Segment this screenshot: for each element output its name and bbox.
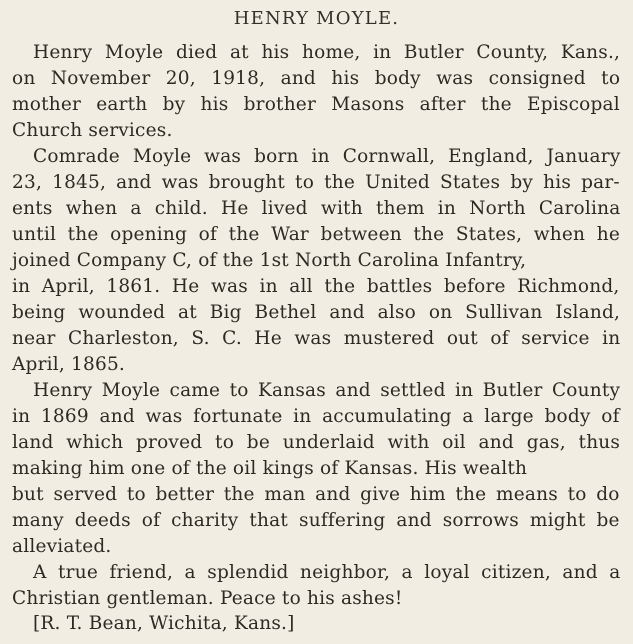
text-line: Henry Moyle died at his home, in Butler County, Kans., xyxy=(33,42,621,63)
text-line: in April, 1861. He was in all the battles before Richmond, xyxy=(12,276,620,297)
text-line: Christian gentleman. Peace to his ashes! xyxy=(12,588,403,609)
text-line: joined Company C, of the 1st North Carolina Infantry, xyxy=(12,250,527,271)
text-line: near Charleston, S. C. He was mustered out of service in xyxy=(12,328,621,349)
text-line: in 1869 and was fortunate in accumulating a large body of xyxy=(12,406,620,427)
text-line: Comrade Moyle was born in Cornwall, England, January xyxy=(33,146,621,167)
text-line: Church services. xyxy=(12,120,173,141)
text-line: Henry Moyle came to Kansas and settled in Butler County xyxy=(33,380,621,401)
text-line: being wounded at Big Bethel and also on Sullivan Island, xyxy=(12,302,621,323)
signature-line: [R. T. Bean, Wichita, Kans.] xyxy=(33,613,295,634)
text-line: ents when a child. He lived with them in North Carolina xyxy=(12,198,621,219)
text-line: A true friend, a splendid neighbor, a loyal citizen, and a xyxy=(33,562,621,583)
text-line: but served to better the man and give him the means to do xyxy=(12,484,620,505)
text-line: land which proved to be underlaid with oil and gas, thus xyxy=(12,432,621,453)
text-line: many deeds of charity that suffering and sorrows might be xyxy=(12,510,620,531)
text-line: until the opening of the War between the States, when he xyxy=(12,224,621,245)
text-line: mother earth by his brother Masons after the Episcopal xyxy=(12,94,620,115)
text-line: alleviated. xyxy=(12,536,112,557)
text-line: April, 1865. xyxy=(12,354,126,375)
text-line: on November 20, 1918, and his body was consigned to xyxy=(12,68,621,89)
text-line: 23, 1845, and was brought to the United States by his par- xyxy=(12,172,620,193)
text-line: making him one of the oil kings of Kansas. His wealth xyxy=(12,458,528,479)
page-title: HENRY MOYLE. xyxy=(233,8,400,29)
